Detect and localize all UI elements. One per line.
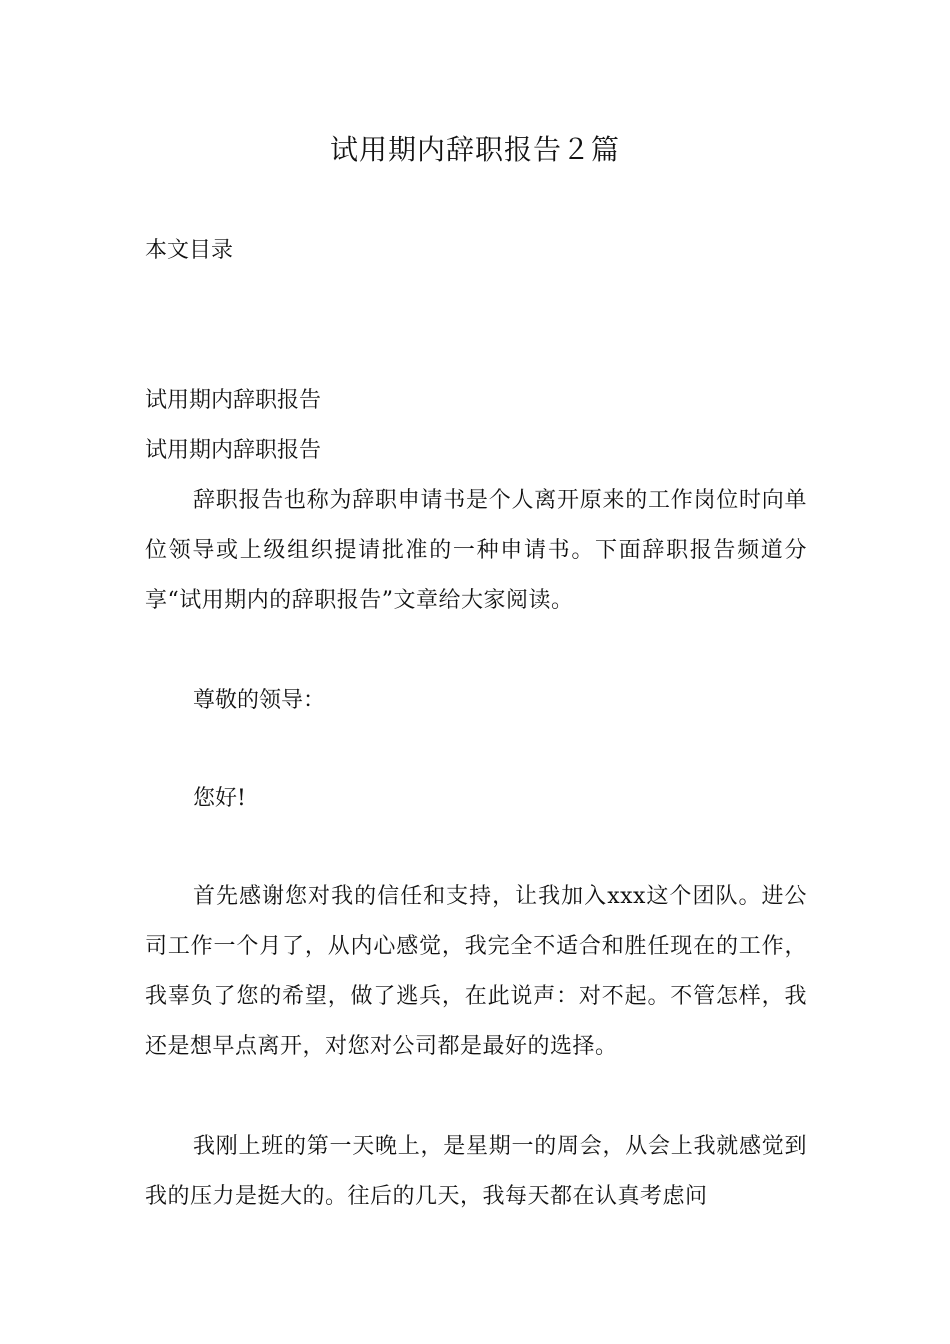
toc-item-1[interactable]: 试用期内辞职报告 <box>145 388 322 413</box>
toc-item-2[interactable]: 试用期内辞职报告 <box>145 438 322 463</box>
salutation: 尊敬的领导： <box>193 688 326 713</box>
toc-heading: 本文目录 <box>145 238 234 263</box>
greeting: 您好! <box>193 786 246 811</box>
body-paragraph-1: 首先感谢您对我的信任和支持，让我加入xxx这个团队。进公司工作一个月了，从内心感觉，我完全不适合和胜任现在的工作，我辜负了您的希望，做了逃兵，在此说声：对不起。不管怎样，我还是想早点离开，对您对公司都是最好的选择。 <box>145 884 807 1059</box>
document-title: 试用期内辞职报告２篇 <box>329 133 620 166</box>
body-paragraph-2: 我刚上班的第一天晚上，是星期一的周会，从会上我就感觉到我的压力是挺大的。往后的几天，我每天都在认真考虑问 <box>145 1134 807 1209</box>
intro-paragraph: 辞职报告也称为辞职申请书是个人离开原来的工作岗位时向单位领导或上级组织提请批准的一种申请书。下面辞职报告频道分享“试用期内的辞职报告”文章给大家阅读。 <box>145 488 807 613</box>
